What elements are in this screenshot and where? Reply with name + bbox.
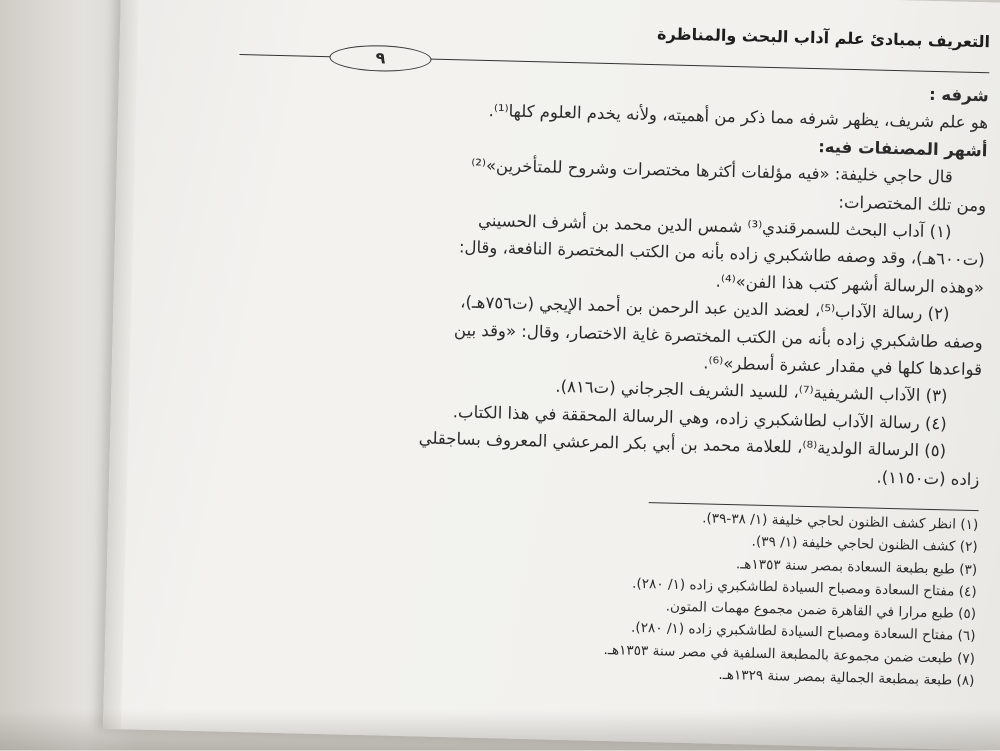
list-item-5: (٥) الرسالة الولدية⁽⁸⁾، للعلامة محمد بن أبي بكر المرعشي المعروف بساجقلي [418,428,947,461]
footnote-3: (٣) طبع بطبعة السعادة بمصر سنة ١٣٥٣هـ. [735,555,978,578]
page-number: ٩ [329,44,432,72]
text-line: ومن تلك المختصرات: [838,192,987,215]
text-line: قواعدها كلها في مقدار عشرة أسطر»⁽⁶⁾. [702,353,983,380]
footnote-6: (٦) مفتاح السعادة ومصباح السيادة لطاشكبري زاده (١/ ٢٨٠). [630,620,976,645]
section-heading-sharafuhu: شرفه : [928,84,989,106]
footnote-5: (٥) طبع مرارا في القاهرة ضمن مجموع مهمات المتون. [665,598,977,623]
list-item-2: (٢) رسالة الآداب⁽⁵⁾، لعضد الدين عبد الرحمن بن أحمد الإيجي (ت٧٥٦هـ)، [459,292,950,324]
text-line: «وهذه الرسالة أشهر كتب هذا الفن»⁽⁴⁾. [715,271,985,298]
shadow-bottom [0,710,1000,750]
text-line: (ت٦٠٠هـ)، وقد وصفه طاشكبري زاده بأنه من الكتب المختصرة النافعة، وقال: [458,237,985,270]
list-item-3: (٣) الآداب الشريفية⁽⁷⁾، للسيد الشريف الجرجاني (ت٨١٦). [555,377,948,406]
page-content [223,0,991,750]
footnote-4: (٤) مفتاح السعادة ومصباح السيادة لطاشكبري زاده (١/ ٢٨٠). [631,575,977,601]
text-line: هو علم شريف، يظهر شرفه مما ذكر من أهميته، ولأنه يخدم العلوم كلها⁽¹⁾. [488,101,989,133]
text-line: قال حاجي خليفة: «فيه مؤلفات أكثرها مختصرات وشروح للمتأخرين»⁽²⁾ [471,155,953,187]
running-title: التعريف بمبادئ علم آداب البحث والمناظرة [656,24,991,52]
footnotes [224,496,978,693]
footnote-7: (٧) طبعت ضمن مجموعة بالمطبعة السلفية في مصر سنة ١٣٥٣هـ. [603,641,976,667]
text-line: وصفه طاشكبري زاده بأنه من الكتب المختصرة غاية الاختصار، وقال: «وقد بين [453,319,983,352]
footnote-1: (١) انظر كشف الظنون لحاجي خليفة (١/ ٣٨-٣٩). [701,510,979,534]
list-item-1: (١) آداب البحث للسمرقندي⁽³⁾ شمس الدين محمد بن أشرف الحسيني [477,210,952,242]
footnote-2: (٢) كشف الظنون لحاجي خليفة (١/ ٣٩). [751,533,978,556]
footnote-8: (٨) طبعة بمطبعة الجمالية بمصر سنة ١٣٢٩هـ. [718,666,975,690]
list-item-4: (٤) رسالة الآداب لطاشكبري زاده، وهي الرسالة المحققة في هذا الكتاب. [452,402,947,434]
main-text [229,64,989,493]
text-line: زاده (ت١١٥٠). [876,467,980,489]
book-page [103,0,1000,751]
section-heading-musannafat: أشهر المصنفات فيه: [817,136,988,161]
